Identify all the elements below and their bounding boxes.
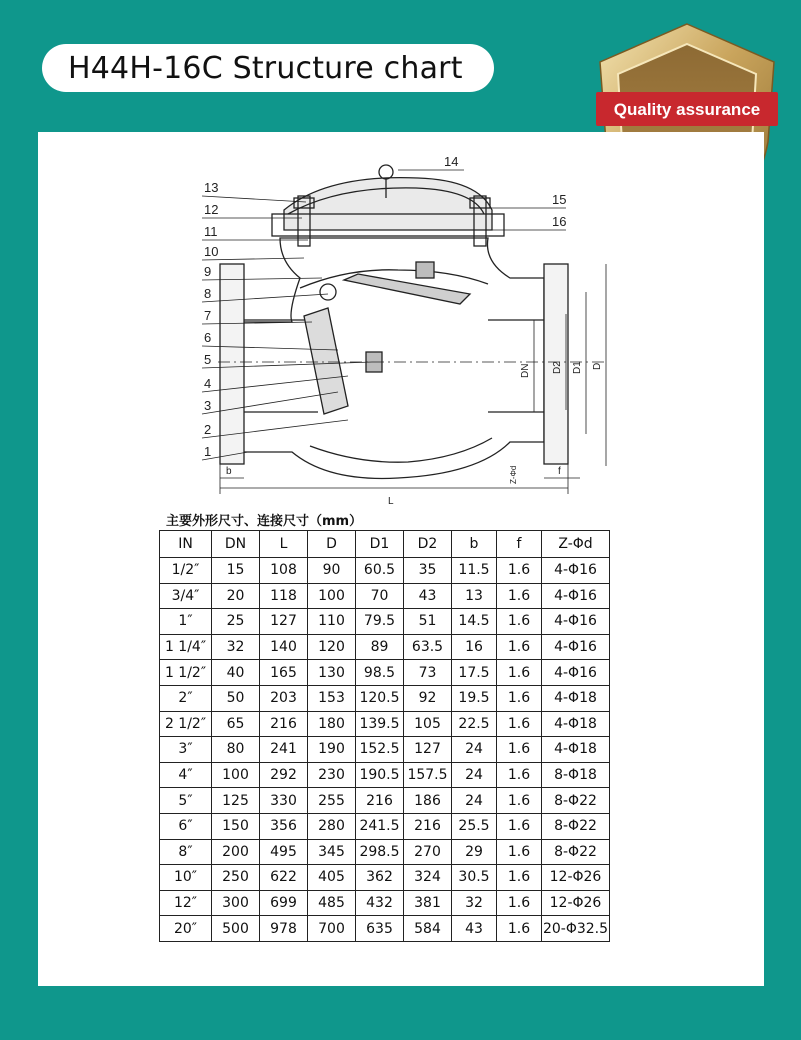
col-d: D	[308, 531, 356, 558]
table-cell: 8-Φ22	[542, 788, 610, 814]
table-row	[160, 583, 610, 609]
table-row	[160, 737, 610, 763]
table-cell: 2 1/2″	[160, 711, 212, 737]
table-cell: 79.5	[356, 609, 404, 635]
table-cell: 73	[404, 660, 452, 686]
part-12: 12	[204, 202, 219, 217]
table-cell: 89	[356, 634, 404, 660]
table-cell: 15	[212, 558, 260, 584]
table-cell: 25	[212, 609, 260, 635]
dim-b: b	[226, 466, 232, 477]
table-cell: 241.5	[356, 813, 404, 839]
table-cell: 98.5	[356, 660, 404, 686]
table-cell: 40	[212, 660, 260, 686]
table-cell: 699	[260, 890, 308, 916]
part-5: 5	[204, 352, 212, 367]
table-cell: 4-Φ16	[542, 634, 610, 660]
table-cell: 35	[404, 558, 452, 584]
table-cell: 13	[452, 583, 497, 609]
table-cell: 127	[404, 737, 452, 763]
table-cell: 324	[404, 865, 452, 891]
table-cell: 356	[260, 813, 308, 839]
page-title: H44H-16C Structure chart	[68, 50, 463, 86]
table-cell: 105	[404, 711, 452, 737]
table-cell: 22.5	[452, 711, 497, 737]
table-cell: 60.5	[356, 558, 404, 584]
table-cell: 180	[308, 711, 356, 737]
table-cell: 4-Φ16	[542, 660, 610, 686]
table-cell: 19.5	[452, 685, 497, 711]
table-row	[160, 558, 610, 584]
table-cell: 241	[260, 737, 308, 763]
table-cell: 24	[452, 788, 497, 814]
table-row	[160, 865, 610, 891]
table-cell: 584	[404, 916, 452, 942]
table-cell: 25.5	[452, 813, 497, 839]
part-10: 10	[204, 244, 219, 259]
table-cell: 250	[212, 865, 260, 891]
table-cell: 216	[260, 711, 308, 737]
dim-l: L	[388, 496, 394, 507]
table-cell: 140	[260, 634, 308, 660]
table-cell: 43	[452, 916, 497, 942]
table-cell: 381	[404, 890, 452, 916]
table-cell: 2″	[160, 685, 212, 711]
table-cell: 485	[308, 890, 356, 916]
table-cell: 4-Φ16	[542, 609, 610, 635]
table-cell: 50	[212, 685, 260, 711]
table-cell: 1/2″	[160, 558, 212, 584]
table-cell: 203	[260, 685, 308, 711]
table-cell: 8-Φ22	[542, 839, 610, 865]
dim-d1: D1	[572, 361, 583, 374]
dimensions-table	[159, 530, 610, 942]
col-in: IN	[160, 531, 212, 558]
col-d2: D2	[404, 531, 452, 558]
table-cell: 495	[260, 839, 308, 865]
table-cell: 432	[356, 890, 404, 916]
table-cell: 32	[452, 890, 497, 916]
table-cell: 12-Φ26	[542, 890, 610, 916]
col-dn: DN	[212, 531, 260, 558]
table-cell: 405	[308, 865, 356, 891]
part-3: 3	[204, 398, 212, 413]
table-cell: 362	[356, 865, 404, 891]
table-cell: 130	[308, 660, 356, 686]
valve-structure-drawing	[188, 152, 638, 512]
table-cell: 43	[404, 583, 452, 609]
table-cell: 622	[260, 865, 308, 891]
part-1: 1	[204, 444, 212, 459]
table-cell: 1.6	[497, 737, 542, 763]
table-cell: 500	[212, 916, 260, 942]
table-cell: 345	[308, 839, 356, 865]
dim-d: D	[592, 362, 603, 370]
table-cell: 4″	[160, 762, 212, 788]
table-row	[160, 711, 610, 737]
table-cell: 5″	[160, 788, 212, 814]
dim-zd: Z-Φd	[509, 465, 518, 484]
table-cell: 200	[212, 839, 260, 865]
table-cell: 1.6	[497, 660, 542, 686]
table-cell: 110	[308, 609, 356, 635]
table-cell: 108	[260, 558, 308, 584]
table-cell: 127	[260, 609, 308, 635]
table-cell: 1.6	[497, 558, 542, 584]
table-cell: 4-Φ18	[542, 685, 610, 711]
part-14: 14	[444, 154, 459, 169]
table-row	[160, 762, 610, 788]
content-panel	[38, 132, 764, 986]
col-f: f	[497, 531, 542, 558]
table-cell: 1.6	[497, 890, 542, 916]
table-cell: 8″	[160, 839, 212, 865]
table-cell: 280	[308, 813, 356, 839]
table-cell: 190	[308, 737, 356, 763]
table-cell: 700	[308, 916, 356, 942]
table-cell: 16	[452, 634, 497, 660]
table-cell: 80	[212, 737, 260, 763]
table-header-row	[160, 531, 610, 558]
table-cell: 1.6	[497, 839, 542, 865]
part-13: 13	[204, 180, 219, 195]
table-cell: 12″	[160, 890, 212, 916]
part-6: 6	[204, 330, 212, 345]
table-cell: 63.5	[404, 634, 452, 660]
table-cell: 65	[212, 711, 260, 737]
col-d1: D1	[356, 531, 404, 558]
table-cell: 165	[260, 660, 308, 686]
table-cell: 10″	[160, 865, 212, 891]
table-cell: 8-Φ18	[542, 762, 610, 788]
title-banner	[42, 44, 494, 92]
table-cell: 635	[356, 916, 404, 942]
table-cell: 29	[452, 839, 497, 865]
part-15: 15	[552, 192, 567, 207]
table-cell: 153	[308, 685, 356, 711]
table-cell: 1.6	[497, 609, 542, 635]
table-row	[160, 839, 610, 865]
dim-d2: D2	[552, 361, 563, 374]
table-cell: 300	[212, 890, 260, 916]
table-cell: 3/4″	[160, 583, 212, 609]
table-cell: 14.5	[452, 609, 497, 635]
table-cell: 8-Φ22	[542, 813, 610, 839]
table-cell: 139.5	[356, 711, 404, 737]
table-row	[160, 916, 610, 942]
table-cell: 120	[308, 634, 356, 660]
table-row	[160, 609, 610, 635]
table-cell: 4-Φ16	[542, 583, 610, 609]
table-cell: 6″	[160, 813, 212, 839]
table-cell: 1.6	[497, 711, 542, 737]
table-cell: 978	[260, 916, 308, 942]
table-cell: 24	[452, 737, 497, 763]
table-row	[160, 788, 610, 814]
table-cell: 1.6	[497, 634, 542, 660]
table-cell: 4-Φ16	[542, 558, 610, 584]
table-cell: 1″	[160, 609, 212, 635]
table-cell: 70	[356, 583, 404, 609]
table-cell: 51	[404, 609, 452, 635]
table-cell: 298.5	[356, 839, 404, 865]
table-row	[160, 813, 610, 839]
table-cell: 330	[260, 788, 308, 814]
part-4: 4	[204, 376, 212, 391]
table-cell: 92	[404, 685, 452, 711]
part-9: 9	[204, 264, 212, 279]
table-cell: 190.5	[356, 762, 404, 788]
table-cell: 1.6	[497, 813, 542, 839]
table-row	[160, 660, 610, 686]
badge-label: Quality assurance	[613, 100, 761, 119]
table-cell: 230	[308, 762, 356, 788]
table-cell: 20″	[160, 916, 212, 942]
table-caption: 主要外形尺寸、连接尺寸（mm）	[166, 514, 363, 529]
dim-dn: DN	[520, 363, 531, 378]
table-cell: 150	[212, 813, 260, 839]
col-z-d: Z-Φd	[542, 531, 610, 558]
table-row	[160, 685, 610, 711]
table-cell: 32	[212, 634, 260, 660]
table-cell: 1 1/2″	[160, 660, 212, 686]
part-2: 2	[204, 422, 212, 437]
table-cell: 270	[404, 839, 452, 865]
table-cell: 1.6	[497, 583, 542, 609]
col-l: L	[260, 531, 308, 558]
table-cell: 1.6	[497, 788, 542, 814]
table-cell: 1.6	[497, 916, 542, 942]
table-cell: 100	[212, 762, 260, 788]
table-cell: 4-Φ18	[542, 711, 610, 737]
table-cell: 255	[308, 788, 356, 814]
table-cell: 118	[260, 583, 308, 609]
part-11: 11	[204, 224, 218, 239]
table-cell: 100	[308, 583, 356, 609]
table-cell: 120.5	[356, 685, 404, 711]
table-cell: 1.6	[497, 685, 542, 711]
table-cell: 1 1/4″	[160, 634, 212, 660]
table-row	[160, 634, 610, 660]
table-cell: 17.5	[452, 660, 497, 686]
table-cell: 186	[404, 788, 452, 814]
table-cell: 11.5	[452, 558, 497, 584]
table-cell: 1.6	[497, 865, 542, 891]
table-cell: 157.5	[404, 762, 452, 788]
table-cell: 216	[404, 813, 452, 839]
table-cell: 20-Φ32.5	[542, 916, 610, 942]
part-8: 8	[204, 286, 212, 301]
part-7: 7	[204, 308, 212, 323]
col-b: b	[452, 531, 497, 558]
part-16: 16	[552, 214, 567, 229]
table-cell: 216	[356, 788, 404, 814]
table-cell: 24	[452, 762, 497, 788]
table-cell: 20	[212, 583, 260, 609]
table-cell: 152.5	[356, 737, 404, 763]
table-cell: 30.5	[452, 865, 497, 891]
table-cell: 12-Φ26	[542, 865, 610, 891]
table-cell: 90	[308, 558, 356, 584]
table-cell: 125	[212, 788, 260, 814]
table-row	[160, 890, 610, 916]
table-cell: 1.6	[497, 762, 542, 788]
table-cell: 292	[260, 762, 308, 788]
table-cell: 3″	[160, 737, 212, 763]
dim-f: f	[558, 466, 561, 477]
table-cell: 4-Φ18	[542, 737, 610, 763]
